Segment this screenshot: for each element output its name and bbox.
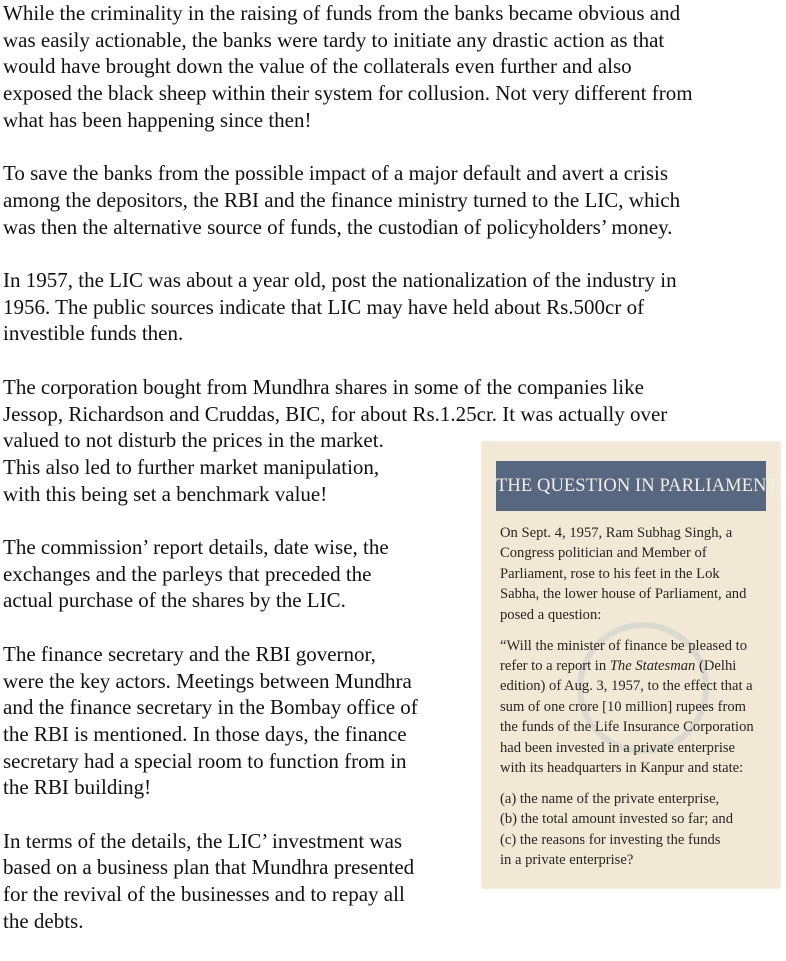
text-line: in a private enterprise? xyxy=(500,852,634,869)
text-line: the RBI is mentioned. In those days, the finance xyxy=(3,721,407,746)
text-line: among the depositors, the RBI and the finance ministry turned to the LIC, which xyxy=(3,187,681,212)
text-line: Sabha, the lower house of Parliament, and xyxy=(500,586,747,603)
text-line: On Sept. 4, 1957, Ram Subhag Singh, a xyxy=(500,525,733,541)
text-line: The corporation bought from Mundhra shares in some of the companies like xyxy=(3,374,644,399)
text-line: and the finance secretary in the Bombay office of xyxy=(3,695,418,720)
text-line: with its headquarters in Kanpur and state: xyxy=(500,759,744,776)
text-line: the RBI building! xyxy=(3,775,152,800)
text-line: (b) the total amount invested so far; and xyxy=(500,811,734,828)
text-line: (a) the name of the private enterprise, xyxy=(500,790,720,807)
text-line: While the criminality in the raising of funds from the banks became obvious and xyxy=(3,1,681,25)
paragraph xyxy=(500,789,754,871)
text-line: secretary had a special room to function from in xyxy=(3,748,407,773)
sidebar-body xyxy=(500,523,754,881)
text-line: the funds of the Life Insurance Corporation xyxy=(500,719,754,736)
paragraph xyxy=(500,636,754,779)
text-line: Congress politician and Member of xyxy=(500,545,707,562)
text-line: what has been happening since then! xyxy=(3,107,312,132)
text-line: edition) of Aug. 3, 1957, to the effect that a xyxy=(500,678,753,695)
text-line: exposed the black sheep within their system for collusion. Not very different from xyxy=(3,81,693,106)
text-line: The finance secretary and the RBI governor, xyxy=(3,641,376,666)
text-line: The commission’ report details, date wise, the xyxy=(3,535,389,559)
text-line: investible funds then. xyxy=(3,321,184,346)
paragraph xyxy=(3,267,693,347)
text-line: posed a question: xyxy=(500,606,602,623)
text-line: Parliament, rose to his feet in the Lok xyxy=(500,565,720,582)
text-line: In 1957, the LIC was about a year old, post the nationalization of the industry in xyxy=(3,268,677,292)
paragraph xyxy=(3,160,693,240)
sidebar-title: THE QUESTION IN PARLIAMENT xyxy=(496,461,766,511)
text-line: 1956. The public sources indicate that LIC may have held about Rs.500cr of xyxy=(3,294,645,319)
newspaper-name: The Statesman xyxy=(609,657,696,674)
text-line: had been invested in a private enterprise xyxy=(500,739,736,756)
text-line: This also led to further market manipulation, xyxy=(3,454,380,479)
text-line: for the revival of the businesses and to repay all xyxy=(3,882,405,907)
text-line: To save the banks from the possible impact of a major default and avert a crisis xyxy=(3,161,669,186)
text-line: valued to not disturb the prices in the market. xyxy=(3,428,384,453)
text-line: would have brought down the value of the collaterals even further and also xyxy=(3,54,632,79)
text-line: “Will the minister of finance be pleased to xyxy=(500,637,748,654)
text-line: was then the alternative source of funds, the custodian of policyholders’ money. xyxy=(3,214,673,239)
text-line: Jessop, Richardson and Cruddas, BIC, for about Rs.1.25cr. It was actually over xyxy=(3,401,668,426)
paragraph xyxy=(3,0,693,134)
text-line: was easily actionable, the banks were tardy to initiate any drastic action as that xyxy=(3,27,665,52)
text-line: with this being set a benchmark value! xyxy=(3,481,328,506)
text-line: In terms of the details, the LIC’ investment was xyxy=(3,828,403,853)
text-line: were the key actors. Meetings between Mundhra xyxy=(3,668,412,693)
text-line: (c) the reasons for investing the funds xyxy=(500,831,721,848)
paragraph xyxy=(500,523,754,625)
text-line: the debts. xyxy=(3,908,84,933)
text-line: exchanges and the parleys that preceded the xyxy=(3,561,372,586)
sidebar-box-question-in-parliament xyxy=(482,442,780,888)
text-line: actual purchase of the shares by the LIC. xyxy=(3,588,346,613)
text-line: sum of one crore [10 million] rupees from xyxy=(500,698,746,715)
text-line: refer to a report in The Statesman (Delhi xyxy=(500,657,737,674)
text-line: based on a business plan that Mundhra presented xyxy=(3,855,415,880)
